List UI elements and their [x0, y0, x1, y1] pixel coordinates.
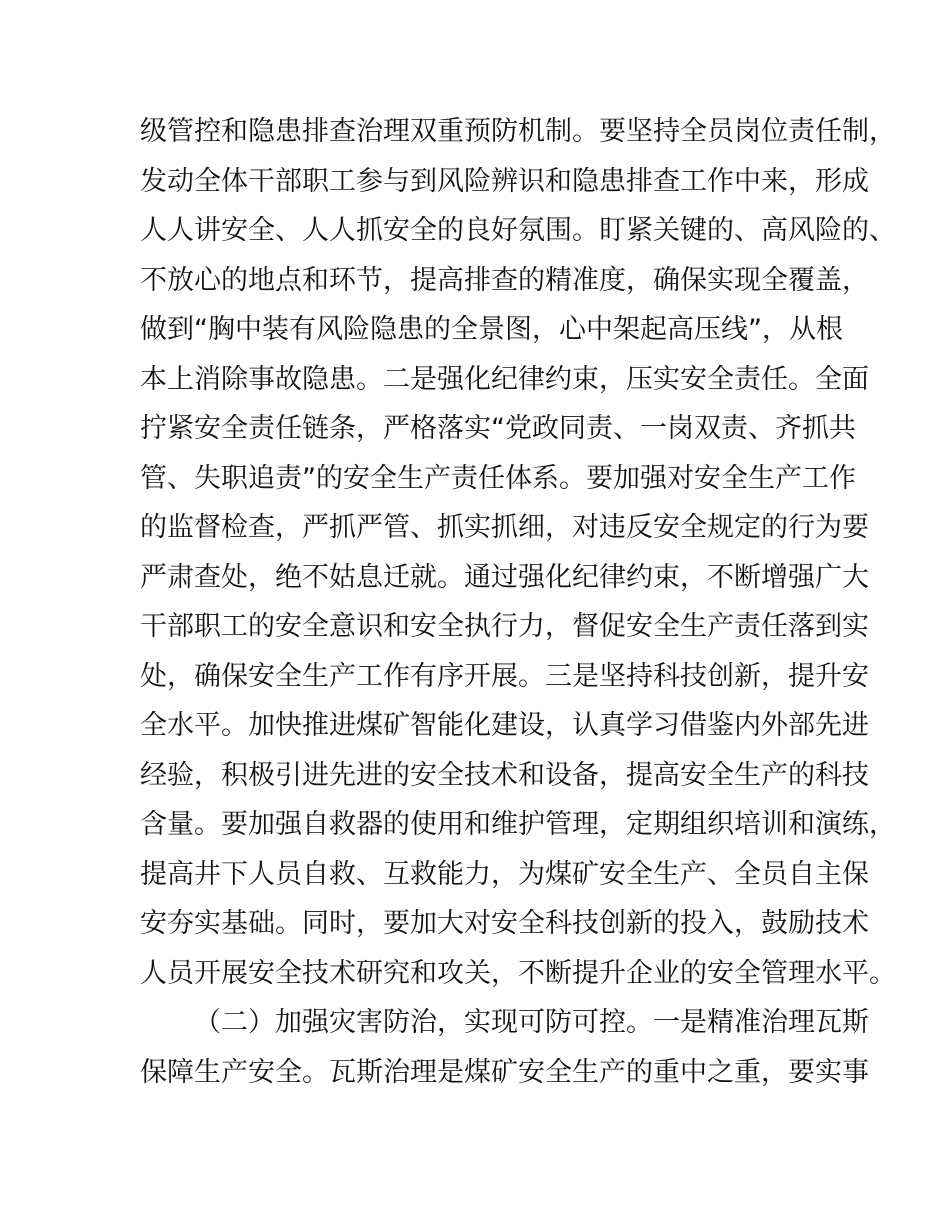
- text-line: 安夯实基础。同时，要加大对安全科技创新的投入，鼓励技术: [140, 908, 869, 939]
- text-line: 严肃查处，绝不姑息迁就。通过强化纪律约束，不断增强广大: [140, 561, 869, 593]
- text-line: 干部职工的安全意识和安全执行力，督促安全生产责任落到实: [140, 611, 869, 642]
- text-line: 保障生产安全。瓦斯治理是煤矿安全生产的重中之重，要实事: [140, 1056, 869, 1088]
- text-line: 拧紧安全责任链条，严格落实“党政同责、一岗双责、齐抓共: [140, 413, 856, 444]
- text-line: 发动全体干部职工参与到风险辨识和隐患排查工作中来，形成: [140, 165, 869, 197]
- text-line: 不放心的地点和环节，提高排查的精准度，确保实现全覆盖，: [140, 264, 869, 296]
- text-line: 管、失职追责”的安全生产责任体系。要加强对安全生产工作: [140, 462, 856, 494]
- section-heading-line: （二）加强灾害防治，实现可防可控。一是精准治理瓦斯: [194, 1007, 869, 1038]
- text-line: 含量。要加强自救器的使用和维护管理，定期组织培训和演练，: [140, 809, 896, 840]
- text-line: 经验，积极引进先进的安全技术和设备，提高安全生产的科技: [140, 759, 869, 791]
- text-line: 做到“胸中装有风险隐患的全景图，心中架起高压线”，从根: [140, 314, 843, 345]
- text-line: 本上消除事故隐患。二是强化纪律约束，压实安全责任。全面: [140, 363, 869, 395]
- body-text: [140, 107, 896, 1097]
- text-line: 级管控和隐患排查治理双重预防机制。要坚持全员岗位责任制，: [140, 116, 896, 147]
- text-line: 全水平。加快推进煤矿智能化建设，认真学习借鉴内外部先进: [140, 710, 869, 741]
- text-line: 人员开展安全技术研究和攻关，不断提升企业的安全管理水平。: [140, 957, 896, 989]
- text-line: 处，确保安全生产工作有序开展。三是坚持科技创新，提升安: [140, 660, 869, 692]
- text-line: 提高井下人员自救、互救能力，为煤矿安全生产、全员自主保: [140, 858, 869, 890]
- text-line: 的监督检查，严抓严管、抓实抓细，对违反安全规定的行为要: [140, 512, 869, 543]
- text-line: 人人讲安全、人人抓安全的良好氛围。盯紧关键的、高风险的、: [140, 215, 896, 246]
